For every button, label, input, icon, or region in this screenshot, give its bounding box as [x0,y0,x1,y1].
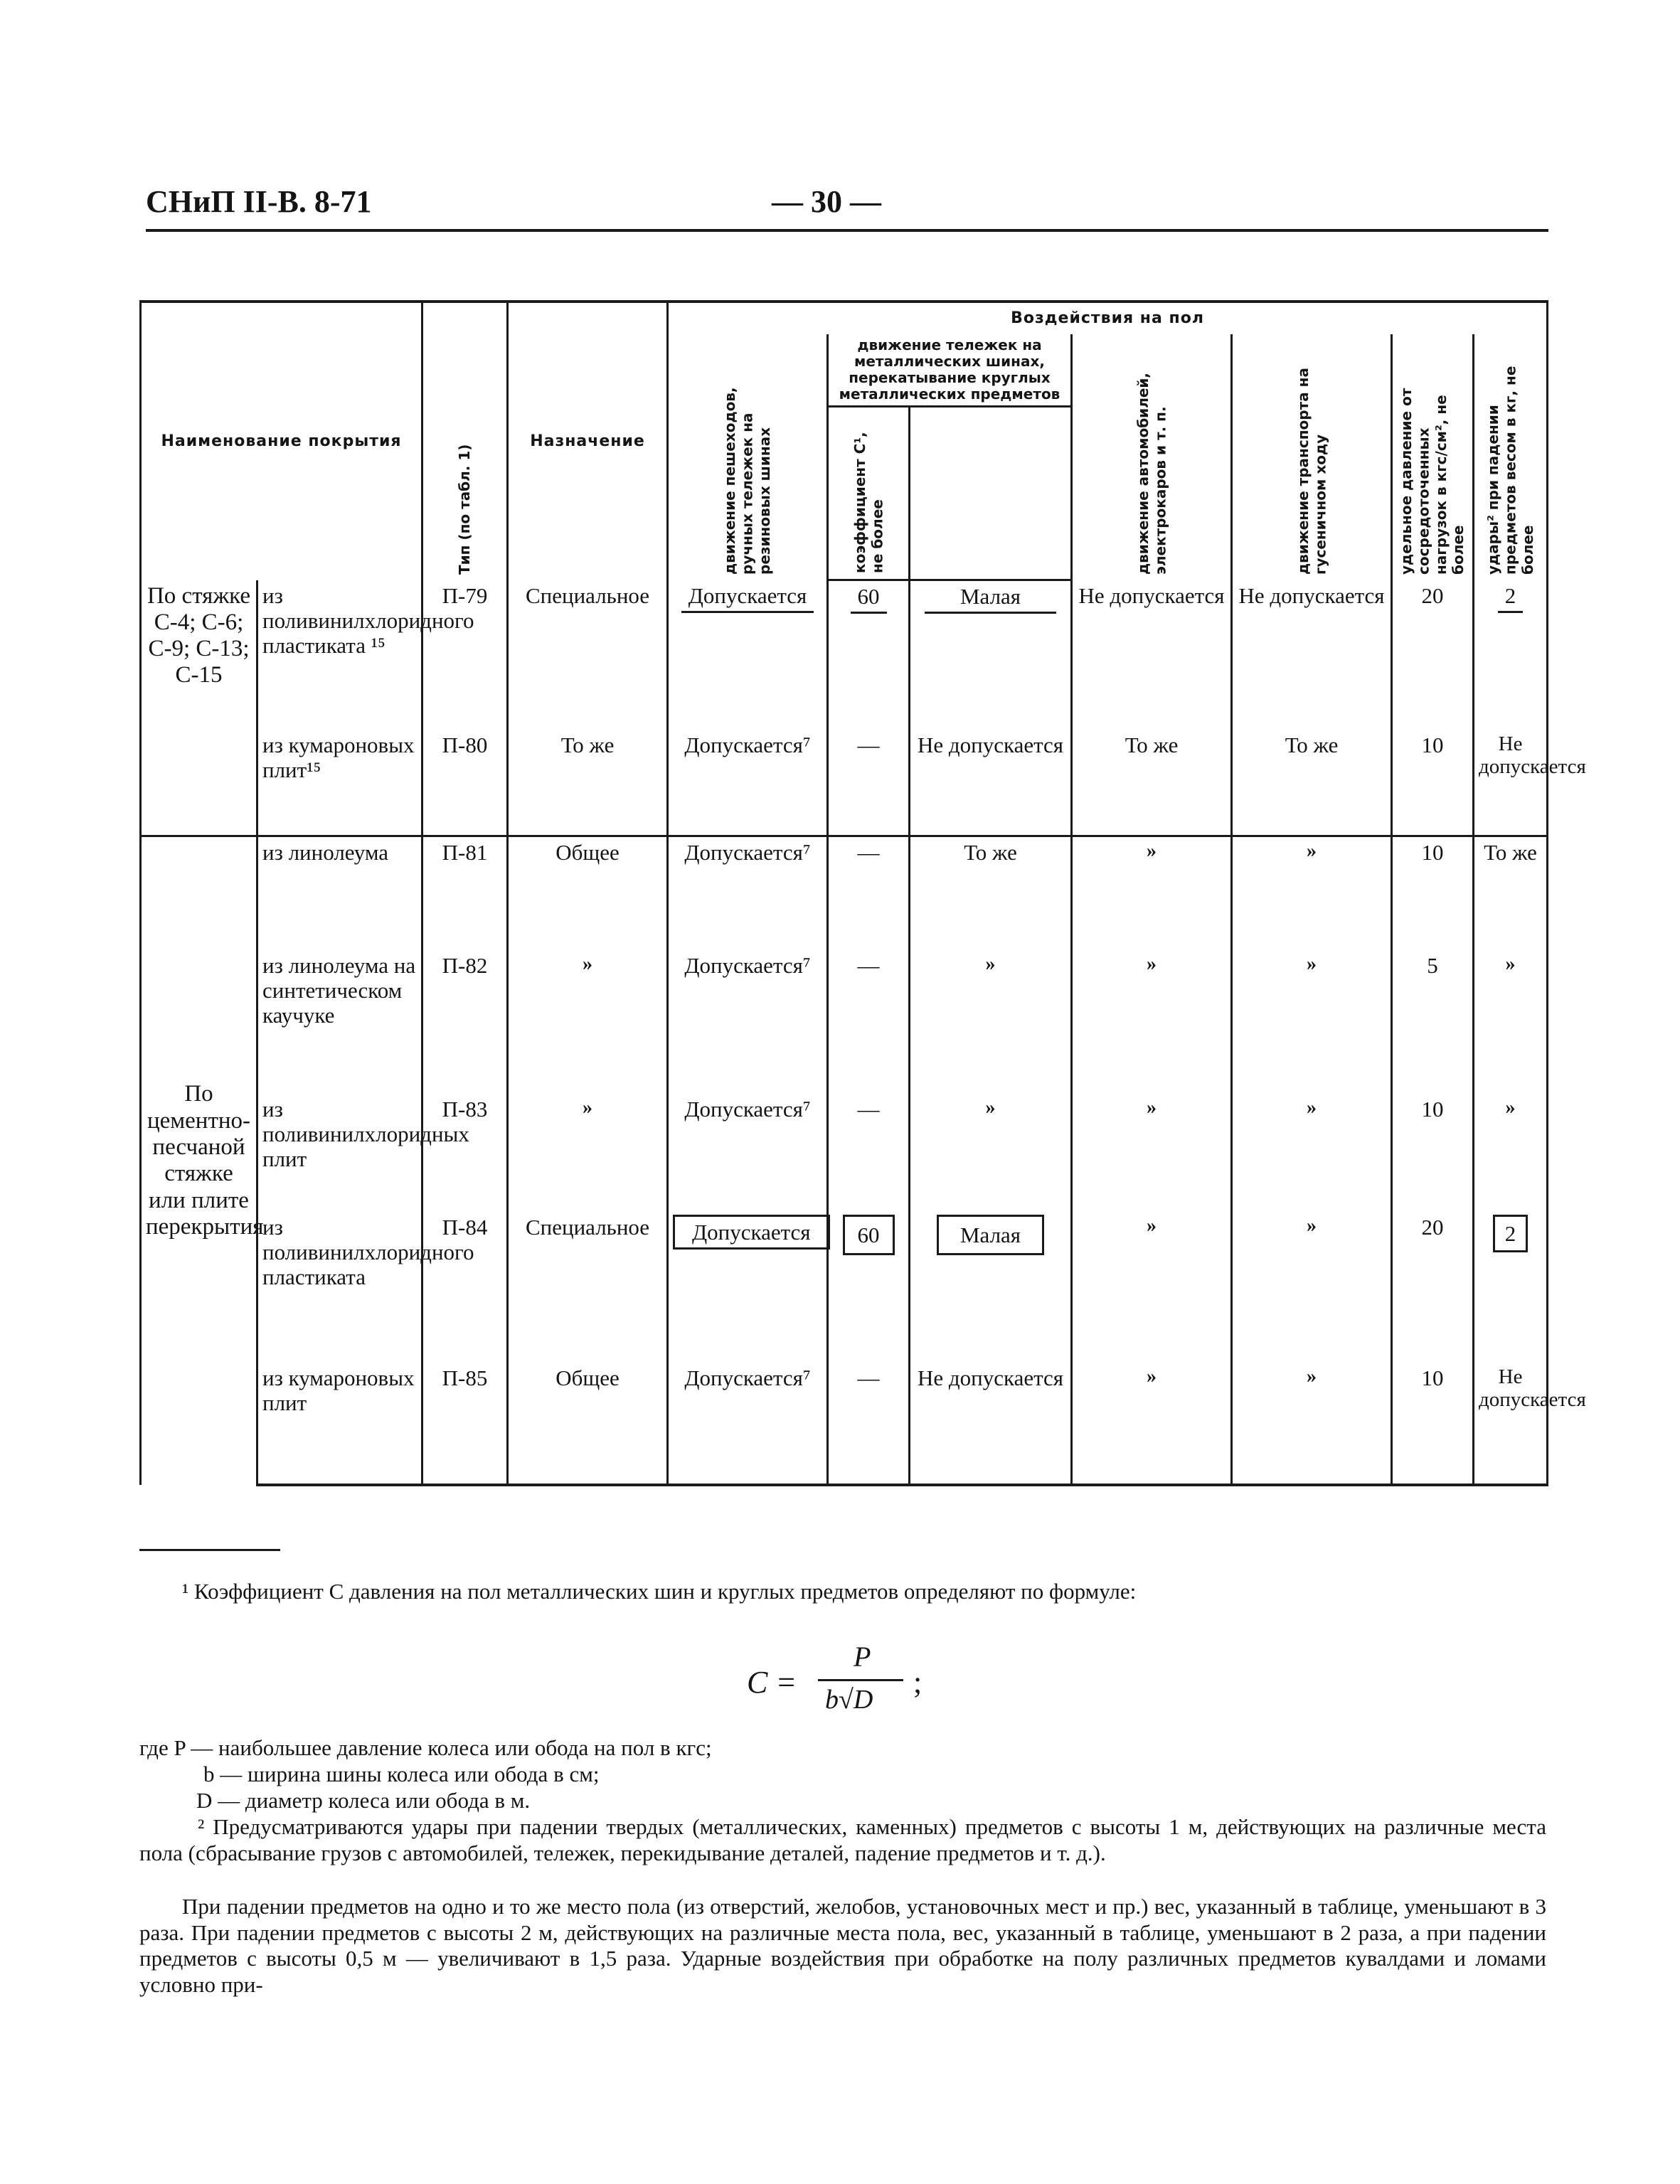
cell-pressure: 10 [1392,1094,1474,1212]
cell-tracked: » [1232,950,1392,1094]
cell-pressure: 10 [1392,730,1474,836]
footnote-1: ¹ Коэффициент C давления на пол металлических шин и круглых предметов определяют по формуле: [182,1579,1137,1604]
cell-coef: — [828,730,910,836]
cell-metal: Малая [910,580,1072,730]
cell-type: П-82 [422,950,508,1094]
cell-pedestrian: Допускается [668,580,828,730]
cell-pedestrian: Допускается⁷ [668,1363,828,1485]
cell-auto: » [1072,1363,1232,1485]
cell-impact: 2 [1474,1212,1548,1363]
cell-impact: То же [1474,836,1548,950]
cell-name: из линолеума [257,836,422,950]
header-type: Тип (по табл. 1) [422,302,508,580]
formula-numerator: P [854,1641,871,1673]
header-metal-group: движение тележек на металлических шинах, перекатывание круглых металлических предметов [828,334,1072,407]
header-auto: движение автомобилей, электрокаров и т. п. [1072,334,1232,580]
table-row [141,1363,1548,1485]
cell-purpose: Общее [508,836,668,950]
cell-type: П-85 [422,1363,508,1485]
cell-type: П-81 [422,836,508,950]
cell-name: из линолеума на синтетическом каучуке [257,950,422,1094]
cell-pedestrian: Допускается [668,1212,828,1363]
where-d: D — диаметр колеса или обода в м. [196,1788,531,1813]
header-impacts: Воздействия на пол [668,302,1548,334]
cell-pedestrian: Допускается⁷ [668,836,828,950]
header-rule [146,229,1548,232]
cell-impact: Не допускается [1474,730,1548,836]
cell-pressure: 20 [1392,1212,1474,1363]
cell-name: из кумароновых плит [257,1363,422,1485]
document-code: СНиП II-В. 8-71 [146,184,372,219]
formula-lhs: C = [747,1665,797,1700]
cell-tracked: » [1232,1094,1392,1212]
table-row [141,1094,1548,1212]
cell-pedestrian: Допускается⁷ [668,950,828,1094]
header-pedestrian: движение пешеходов, ручных тележек на резиновых шинах [668,334,828,580]
cell-pressure: 10 [1392,1363,1474,1485]
cell-auto: То же [1072,730,1232,836]
header-pressure: удельное давление от сосредоточенных нагрузок в кгс/см², не более [1392,334,1474,580]
formula [747,1640,960,1725]
table-row [141,730,1548,836]
formula-end: ; [913,1665,923,1700]
cell-auto: » [1072,950,1232,1094]
where-b: b — ширина шины колеса или обода в см; [203,1762,600,1786]
cell-auto: » [1072,1212,1232,1363]
cell-name: из поливинилхлоридного пластиката [257,1212,422,1363]
where-p: где P — наибольшее давление колеса или обода на пол в кгс; [139,1735,712,1760]
cell-coef: — [828,950,910,1094]
cell-coef: 60 [828,580,910,730]
cell-tracked: То же [1232,730,1392,836]
cell-metal: Малая [910,1212,1072,1363]
table-row [141,950,1548,1094]
cell-pedestrian: Допускается⁷ [668,1094,828,1212]
cell-pressure: 5 [1392,950,1474,1094]
header-name: Наименование покрытия [141,302,422,580]
cell-tracked: Не допускается [1232,580,1392,730]
table-row [141,836,1548,950]
formula-denominator: b√D [825,1685,873,1715]
cell-type: П-80 [422,730,508,836]
floor-coverings-table [139,300,1586,1486]
header-impact: удары² при падении предметов весом в кг, не более [1474,334,1548,580]
cell-purpose: То же [508,730,668,836]
cell-purpose: » [508,1094,668,1212]
cell-purpose: Специальное [508,580,668,730]
cell-impact: » [1474,1094,1548,1212]
cell-pressure: 20 [1392,580,1474,730]
header-metal-sub [910,407,1072,580]
cell-purpose: Общее [508,1363,668,1485]
group-label-2: По цементно-песчаной стяжке или плите перекрытия [141,836,257,1485]
cell-name: из кумароновых плит¹⁵ [257,730,422,836]
footnote-rule [139,1549,280,1551]
header-tracked: движение транспорта на гусеничном ходу [1232,334,1392,580]
formula-fraction-bar [818,1679,903,1681]
cell-type: П-83 [422,1094,508,1212]
cell-impact: » [1474,950,1548,1094]
cell-pressure: 10 [1392,836,1474,950]
cell-coef: — [828,836,910,950]
cell-tracked: » [1232,836,1392,950]
cell-type: П-84 [422,1212,508,1363]
cell-coef: 60 [828,1212,910,1363]
cell-purpose: Специальное [508,1212,668,1363]
cell-metal: » [910,1094,1072,1212]
cell-impact: 2 [1474,580,1548,730]
cell-pedestrian: Допускается⁷ [668,730,828,836]
cell-tracked: » [1232,1363,1392,1485]
cell-auto: Не допускается [1072,580,1232,730]
cell-tracked: » [1232,1212,1392,1363]
cell-purpose: » [508,950,668,1094]
cell-type: П-79 [422,580,508,730]
cell-coef: — [828,1094,910,1212]
cell-auto: » [1072,1094,1232,1212]
footnote-2: ² Предусматриваются удары при падении твердых (металлических, каменных) предметов с высоты 1 м, действующих на различные места пола (сбрасывание грузов с автомобилей, тележек, перекидывание деталей, падение предметов и т. д.). [139,1814,1546,1865]
cell-metal: То же [910,836,1072,950]
page-header [146,183,1548,226]
cell-name: из поливинилхлоридного пластиката ¹⁵ [257,580,422,730]
cell-auto: » [1072,836,1232,950]
table-row [141,580,1548,730]
cell-name: из поливинилхлоридных плит [257,1094,422,1212]
cell-metal: » [910,950,1072,1094]
table-row [141,1212,1548,1363]
cell-impact: Не допускается [1474,1363,1548,1485]
cell-coef: — [828,1363,910,1485]
header-coef: коэффициент C¹, не более [828,407,910,580]
cell-metal: Не допускается [910,730,1072,836]
page-number: — 30 — [772,184,881,219]
footnote-2-continued: При падении предметов на одно и то же место пола (из отверстий, желобов, установочных мест и пр.) вес, указанный в таблице, уменьшают в 3 раза. При падении предметов с высоты 2 м, действующих на различные места пола, вес, указанный в таблице, уменьшают в 2 раза, а при падении предметов с высоты 0,5 м — увеличивают в 1,5 раза. Ударные воздействия при обработке на полу различных предметов кувалдами и ломами условно при- [139,1894,1546,1997]
cell-metal: Не допускается [910,1363,1072,1485]
group-label-1: По стяжке С-4; С-6; С-9; С-13; С-15 [141,580,257,836]
header-purpose: Назначение [508,302,668,580]
